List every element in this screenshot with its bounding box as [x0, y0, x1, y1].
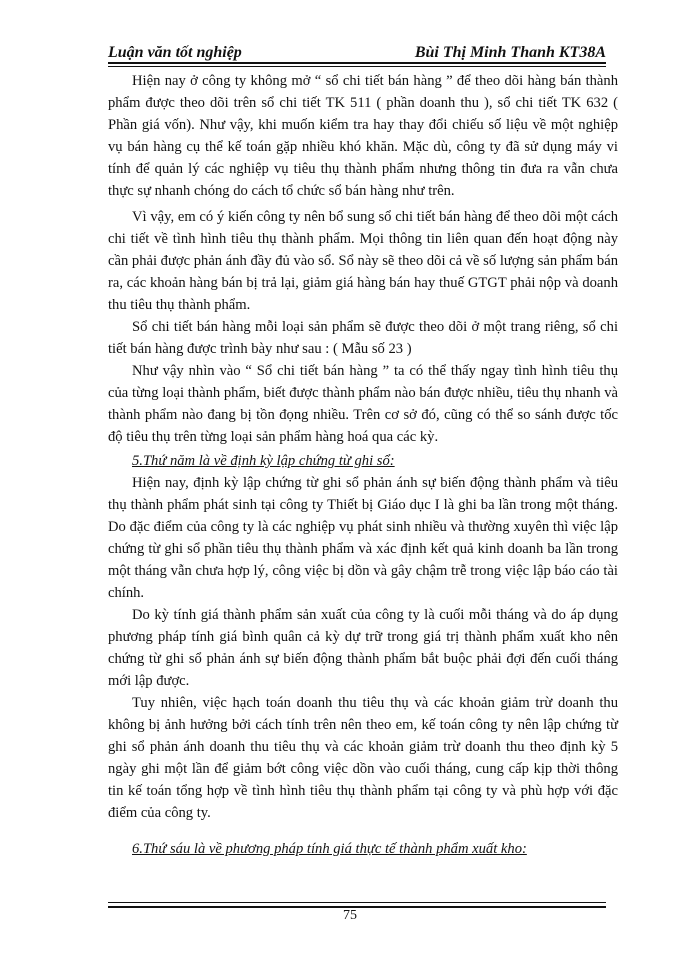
paragraph-6: Do kỳ tính giá thành phẩm sản xuất của công ty là cuối mỗi tháng và do áp dụng phương pháp tính giá bình quân cả kỳ dự trữ trong giá trị thành phẩm xuất kho nên chứng từ ghi sổ phản ánh sự biến động thành phẩm bắt buộc phải đợi đến cuối tháng mới lập được. [108, 607, 618, 689]
paragraph-4: Như vậy nhìn vào “ Sổ chi tiết bán hàng ” ta có thể thấy ngay tình hình tiêu thụ của từng loại thành phẩm, biết được thành phẩm nào bán được nhiều, tiêu thụ nhanh và thành phẩm nào đang bị tồn đọng nhiều. Trên cơ sở đó, cũng có thể so sánh được tốc độ tiêu thụ trên từng loại sản phẩm hàng hoá qua các kỳ. [108, 363, 618, 445]
header-author: Bùi Thị Minh Thanh KT38A [414, 44, 606, 61]
page-number: 75 [343, 908, 357, 923]
paragraph-3: Sổ chi tiết bán hàng mỗi loại sản phẩm sẽ được theo dõi ở một trang riêng, sổ chi tiết bán hàng được trình bày như sau : ( Mẫu số 23 ) [108, 319, 618, 357]
paragraph-2: Vì vậy, em có ý kiến công ty nên bổ sung sổ chi tiết bán hàng để theo dõi một cách chi tiết về tình hình tiêu thụ thành phẩm. Mọi thông tin liên quan đến hoạt động này cần phải được phản ánh đầy đủ vào sổ. Sổ này sẽ theo dõi cả về số lượng sản phẩm bán ra, các khoản hàng bán bị trả lại, giảm giá hàng bán hay thuế GTGT phải nộp và doanh thu tiêu thụ thành phẩm. [108, 209, 618, 313]
header-rule-thin [108, 66, 606, 67]
document-body [108, 70, 618, 860]
section-heading-6: 6.Thứ sáu là về phương pháp tính giá thực tế thành phẩm xuất kho: [132, 841, 527, 857]
paragraph-1: Hiện nay ở công ty không mở “ sổ chi tiết bán hàng ” để theo dõi hàng bán thành phẩm được theo dõi trên sổ chi tiết TK 511 ( phần doanh thu ), sổ chi tiết TK 632 ( Phần giá vốn). Như vậy, khi muốn kiểm tra hay thay đổi chiếu số liệu về một nghiệp vụ bán hàng cụ thể kế toán gặp nhiều khó khăn. Mặc dù, công ty đã sử dụng máy vi tính để quản lý các nghiệp vụ tiêu thụ thành phẩm nhưng thông tin đưa ra vẫn chưa thực sự nhanh chóng do cách tổ chức sổ bán hàng như trên. [108, 73, 618, 199]
footer-rule-thin [108, 902, 606, 903]
page-header [108, 36, 606, 62]
header-rule [108, 62, 606, 64]
paragraph-7: Tuy nhiên, việc hạch toán doanh thu tiêu thụ và các khoản giảm trừ doanh thu không bị ảnh hưởng bởi cách tính trên nên theo em, kế toán công ty nên lập chứng từ ghi sổ phản ánh doanh thu tiêu thụ và các khoản giảm trừ doanh thu theo định kỳ 5 ngày ghi một lần để giảm bớt công việc dồn vào cuối tháng, cung cấp kịp thời thông tin kế toán tổng hợp về tình hình tiêu thụ thành phẩm tại công ty và phù hợp với đặc điểm của công ty. [108, 695, 618, 821]
section-heading-5: 5.Thứ năm là về định kỳ lập chứng từ ghi sổ: [132, 453, 395, 469]
paragraph-5: Hiện nay, định kỳ lập chứng từ ghi sổ phản ánh sự biến động thành phẩm và tiêu thụ thành phẩm phát sinh tại công ty Thiết bị Giáo dục I là ghi ba lần trong một tháng. Do đặc điểm của công ty là các nghiệp vụ phát sinh nhiều và thường xuyên thì việc lập chứng từ ghi sổ phần tiêu thụ thành phẩm và xác định kết quả kinh doanh ba lần trong một tháng vẫn chưa hợp lý, công việc bị dồn và gây chậm trễ trong việc lập báo cáo tài chính. [108, 475, 618, 601]
header-left-title: Luận văn tốt nghiệp [108, 44, 242, 61]
